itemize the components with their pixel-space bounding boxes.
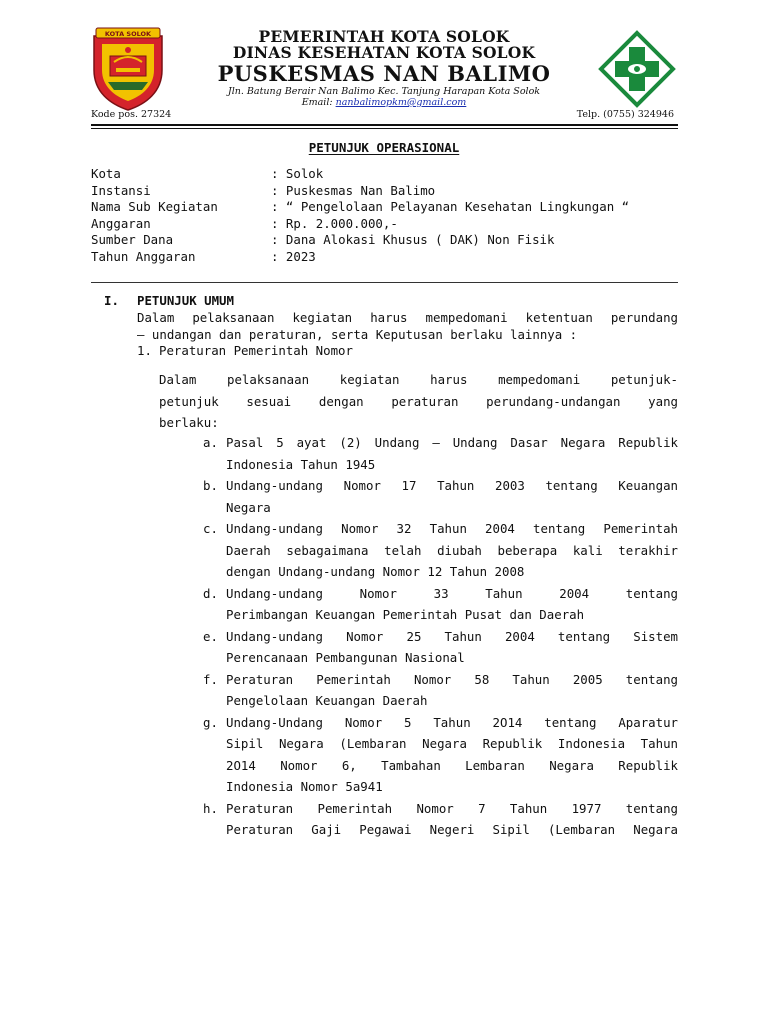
list-line: Undang-undang Nomor 32 Tahun 2004 tentang Pemerintah — [226, 521, 678, 536]
info-value: : Solok — [271, 166, 324, 181]
paragraph-line: petunjuk sesuai dengan peraturan perundang-undangan yang — [159, 393, 678, 409]
list-marker: h. — [203, 800, 218, 816]
list-item — [203, 583, 678, 626]
list-marker: e. — [203, 628, 218, 644]
info-row — [91, 166, 691, 183]
section-number: I. — [104, 293, 119, 308]
letterhead-rule-thick — [91, 124, 678, 126]
email-label: Email: — [301, 97, 333, 108]
list-item — [203, 798, 678, 841]
list-line: Peraturan Pemerintah Nomor 7 Tahun 1977 tentang — [226, 800, 678, 816]
info-value: : 2023 — [271, 248, 316, 264]
list-marker: b. — [203, 478, 218, 493]
info-key: Kota — [91, 166, 121, 181]
section-intro — [137, 309, 678, 343]
info-value: : Puskesmas Nan Balimo — [271, 182, 436, 198]
info-row — [91, 232, 691, 249]
emblem-banner-text: KOTA SOLOK — [104, 30, 152, 38]
phone-number: Telp. (0755) 324946 — [576, 109, 674, 120]
list-line: Undang-undang Nomor 33 Tahun 2004 tentang — [226, 585, 678, 601]
list-item — [203, 669, 678, 712]
list-line: Perencanaan Pembangunan Nasional — [226, 650, 465, 665]
list-line: Indonesia Tahun 1945 — [226, 456, 376, 472]
list-marker: a. — [203, 435, 218, 450]
letterhead-rule-thin — [91, 128, 678, 129]
intro-line: – undangan dan peraturan, serta Keputusan berlaku lainnya : — [137, 327, 578, 342]
list-marker: g. — [203, 714, 218, 730]
list-line: Undang-undang Nomor 25 Tahun 2004 tentang Sistem — [226, 628, 678, 644]
list-line: 2O14 Nomor 6, Tambahan Lembaran Negara Republik — [226, 757, 678, 773]
subsection-number: 1. — [137, 343, 152, 358]
section-divider — [91, 282, 678, 283]
letterhead-puskesmas: PUSKESMAS NAN BALIMO — [217, 61, 551, 86]
list-item — [203, 518, 678, 583]
info-row — [91, 249, 691, 266]
info-key: Instansi — [91, 182, 151, 198]
list-line: Negara — [226, 499, 271, 515]
list-line: Undang-undang Nomor 17 Tahun 2003 tentang Keuangan — [226, 478, 678, 493]
subsection-paragraph — [159, 369, 678, 434]
letterhead-department: DINAS KESEHATAN KOTA SOLOK — [232, 43, 536, 62]
list-line: Daerah sebagaimana telah diubah beberapa kali terakhir — [226, 542, 678, 558]
document-title — [0, 140, 768, 155]
letterhead-address: Jln. Batung Berair Nan Balimo Kec. Tanjung Harapan Kota Solok — [227, 86, 541, 97]
list-line: Peraturan Pemerintah Nomor 58 Tahun 2005 tentang — [226, 671, 678, 687]
info-value: : Rp. 2.000.000,- — [271, 215, 398, 231]
list-marker: d. — [203, 585, 218, 601]
list-item — [203, 432, 678, 475]
info-key: Tahun Anggaran — [91, 248, 196, 264]
list-line: Indonesia Nomor 5a941 — [226, 779, 383, 794]
list-line: Undang-Undang Nomor 5 Tahun 2O14 tentang Aparatur — [226, 714, 678, 730]
info-key: Nama Sub Kegiatan — [91, 199, 218, 214]
section-title: PETUNJUK UMUM — [137, 293, 234, 308]
list-line: Sipil Negara (Lembaran Negara Republik Indonesia Tahun — [226, 736, 678, 751]
info-row — [91, 216, 691, 233]
regulation-list — [203, 432, 678, 841]
subsection-title: Peraturan Pemerintah Nomor — [159, 343, 353, 358]
list-line: dengan Undang-undang Nomor 12 Tahun 2008 — [226, 564, 525, 579]
list-line: Peraturan Gaji Pegawai Negeri Sipil (Lembaran Negara — [226, 822, 678, 837]
list-item — [203, 712, 678, 798]
info-key: Sumber Dana — [91, 232, 174, 247]
info-table — [91, 166, 691, 265]
info-value: : Dana Alokasi Khusus ( DAK) Non Fisik — [271, 232, 555, 247]
list-item — [203, 626, 678, 669]
list-marker: f. — [203, 671, 218, 687]
intro-line: Dalam pelaksanaan kegiatan harus mempedomani ketentuan perundang — [137, 310, 678, 325]
list-item — [203, 475, 678, 518]
info-row — [91, 183, 691, 200]
list-line: Pasal 5 ayat (2) Undang – Undang Dasar Negara Republik — [226, 435, 678, 450]
info-row — [91, 199, 691, 216]
postal-code: Kode pos. 27324 — [91, 109, 172, 120]
email-link[interactable]: nanbalimopkm@gmail.com — [335, 97, 467, 108]
letterhead-email-line — [0, 97, 768, 108]
letterhead-government: PEMERINTAH KOTA SOLOK — [258, 27, 510, 46]
list-line: Perimbangan Keuangan Pemerintah Pusat dan Daerah — [226, 607, 585, 622]
list-line: Pengelolaan Keuangan Daerah — [226, 693, 428, 708]
document-title-text: PETUNJUK OPERASIONAL — [308, 140, 460, 155]
info-key: Anggaran — [91, 215, 151, 231]
paragraph-line: berlaku: — [159, 415, 219, 430]
list-marker: c. — [203, 521, 218, 536]
info-value: : “ Pengelolaan Pelayanan Kesehatan Lingkungan “ — [271, 199, 630, 214]
paragraph-line: Dalam pelaksanaan kegiatan harus mempedomani petunjuk- — [159, 372, 678, 387]
